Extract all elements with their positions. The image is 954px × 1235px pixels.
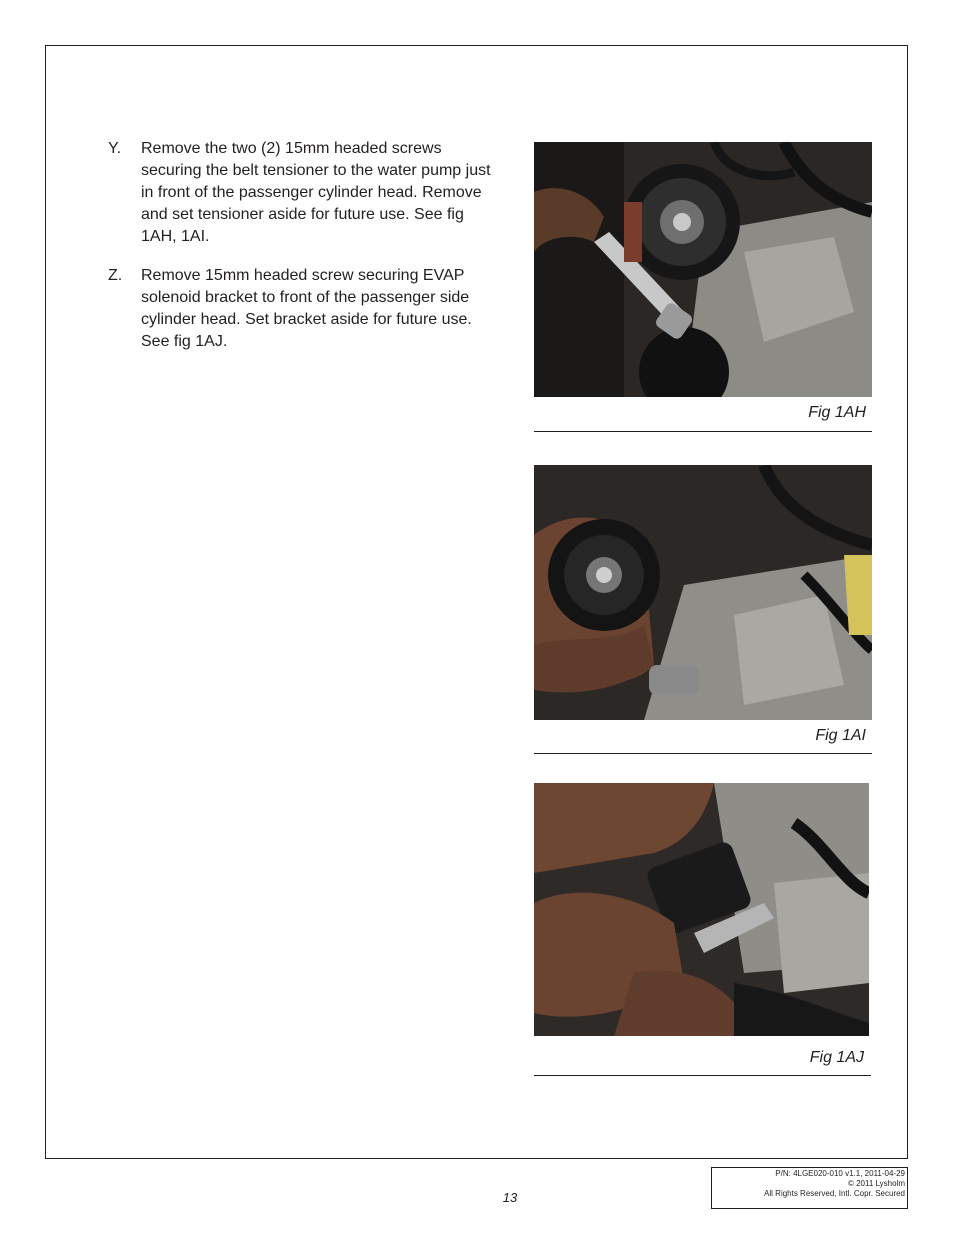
figure-caption: Fig 1AI — [815, 727, 866, 744]
step-z — [108, 265, 498, 355]
figure-caption: Fig 1AJ — [809, 1049, 864, 1066]
photo-fig-1aj — [534, 783, 869, 1036]
footer-box — [711, 1167, 908, 1209]
footer-copyright: © 2011 Lysholm — [847, 1179, 905, 1188]
footer-part-number: P/N: 4LGE020-010 v1.1, 2011-04-29 — [775, 1169, 905, 1178]
page-number: 13 — [502, 1190, 518, 1205]
caption-rule — [534, 753, 872, 754]
figure-caption: Fig 1AH — [808, 404, 866, 421]
step-text: Remove 15mm headed screw securing EVAP solenoid bracket to front of the passenger side cylinder head. Set bracket aside for future use. See fig 1AJ. — [141, 267, 472, 350]
photo-fig-1ai — [534, 465, 872, 720]
step-text: Remove the two (2) 15mm headed screws securing the belt tensioner to the water pump just in front of the passenger cylinder head. Remove and set tensioner aside for future use. See fig 1AH, 1AI. — [141, 140, 491, 245]
step-letter: Y. — [108, 140, 122, 157]
caption-rule — [534, 1075, 871, 1076]
step-letter: Z. — [108, 267, 123, 284]
footer-rights: All Rights Reserved, Intl. Copr. Secured — [764, 1189, 905, 1198]
caption-rule — [534, 431, 872, 432]
step-y — [108, 138, 498, 248]
photo-fig-1ah — [534, 142, 872, 397]
